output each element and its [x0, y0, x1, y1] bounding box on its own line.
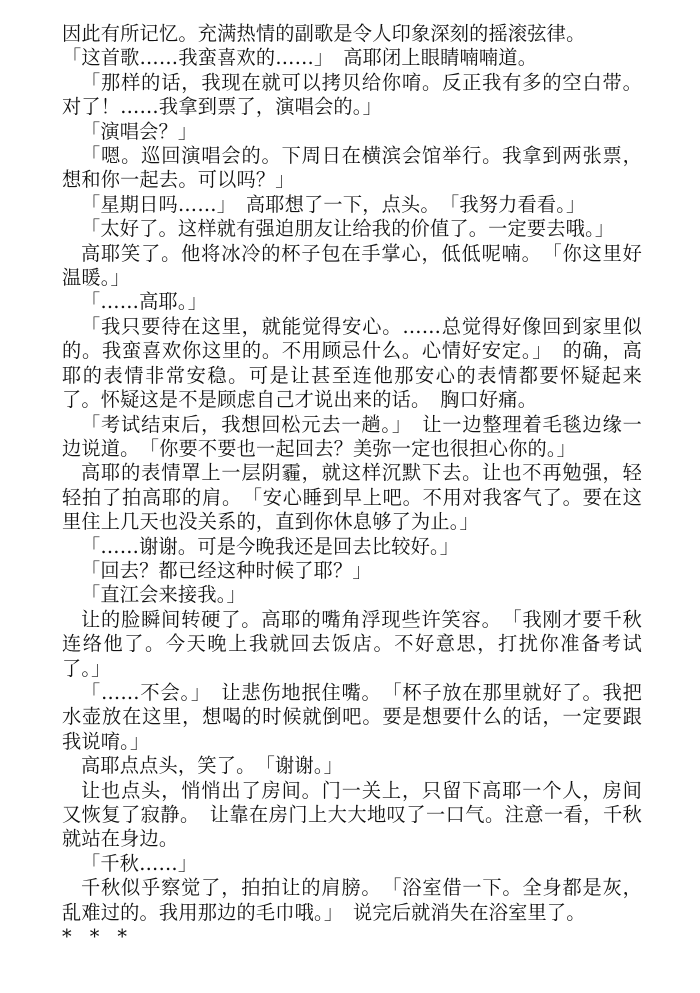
paragraph-4: 「演唱会？」: [81, 119, 198, 143]
paragraph-17: 「……不会。」 让悲伤地抿住嘴。 「杯子放在那里就好了。我把水壶放在这里，想喝的时候就倒吧。要是想要什么的话，一定要跟我说唷。」: [62, 680, 642, 753]
paragraph-21: 千秋似乎察觉了，拍拍让的肩膀。 「浴室借一下。全身都是灰，乱难过的。我用那边的毛巾哦。」 说完后就消失在浴室里了。: [62, 876, 642, 924]
paragraph-5: 「嗯。巡回演唱会的。下周日在横滨会馆举行。我拿到两张票，想和你一起去。可以吗？」: [62, 144, 642, 192]
paragraph-16: 让的脸瞬间转硬了。高耶的嘴角浮现些许笑容。 「我刚才要千秋连络他了。今天晚上我就回去饭店。不好意思，打扰你准备考试了。」: [62, 607, 642, 680]
paragraph-6: 「星期日吗……」 高耶想了一下，点头。 「我努力看看。」: [81, 192, 586, 216]
section-break: * * *: [62, 925, 133, 949]
paragraph-3: 「那样的话，我现在就可以拷贝给你唷。反正我有多的空白带。对了！……我拿到票了，演唱会的。」: [62, 70, 642, 119]
paragraph-1: 因此有所记忆。充满热情的副歌是令人印象深刻的摇滚弦律。: [62, 22, 586, 45]
paragraph-13: 「……谢谢。可是今晚我还是回去比较好。」: [81, 534, 460, 558]
paragraph-8: 高耶笑了。他将冰冷的杯子包在手掌心，低低呢喃。 「你这里好温暖。」: [62, 241, 642, 290]
paragraph-9: 「……高耶。」: [81, 290, 208, 314]
paragraph-18: 高耶点点头，笑了。 「谢谢。」: [81, 754, 344, 778]
paragraph-15: 「直江会来接我。」: [81, 583, 246, 607]
paragraph-14: 「回去？都已经这种时候了耶？」: [81, 558, 372, 582]
paragraph-11: 「考试结束后，我想回松元去一趟。」 让一边整理着毛毯边缘一边说道。 「你要不要也一起回去？美弥一定也很担心你的。」: [62, 412, 642, 460]
paragraph-12: 高耶的表情罩上一层阴霾，就这样沉默下去。让也不再勉强，轻轻拍了拍高耶的肩。 「安心睡到早上吧。不用对我客气了。要在这里住上几天也没关系的，直到你休息够了为止。」: [62, 461, 642, 534]
paragraph-7: 「太好了。这样就有强迫朋友让给我的价值了。一定要去哦。」: [81, 217, 615, 241]
paragraph-10: 「我只要待在这里，就能觉得安心。……总觉得好像回到家里似的。我蛮喜欢你这里的。不用顾忌什么。心情好安定。」 的确，高耶的表情非常安稳。可是让甚至连他那安心的表情都要怀疑起来了。怀疑这是不是顾虑自己才说出来的话。 胸口好痛。: [62, 314, 642, 412]
paragraph-2: 「这首歌……我蛮喜欢的……」 高耶闭上眼睛喃喃道。: [62, 46, 538, 70]
paragraph-19: 让也点头，悄悄出了房间。门一关上，只留下高耶一个人，房间又恢复了寂静。 让靠在房门上大大地叹了一口气。注意一看，千秋就站在身边。: [62, 778, 642, 851]
paragraph-20: 「千秋……」: [81, 851, 198, 875]
document-page: [62, 22, 642, 949]
